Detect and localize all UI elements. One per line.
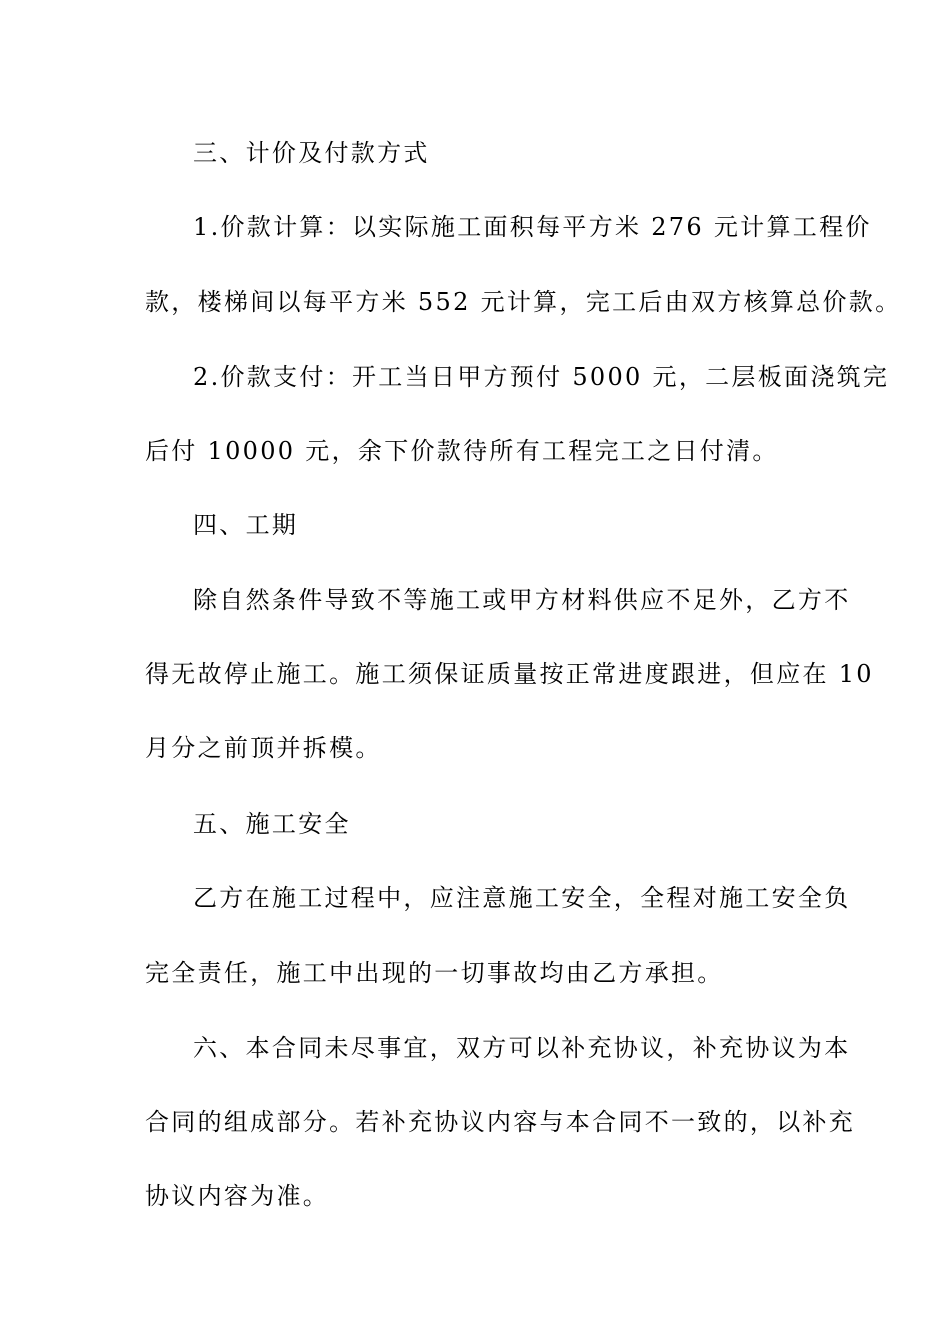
paragraph-line: 完全责任，施工中出现的一切事故均由乙方承担。	[145, 959, 724, 987]
paragraph-line: 得无故停止施工。施工须保证质量按正常进度跟进，但应在 10	[145, 660, 874, 688]
paragraph-line: 六、本合同未尽事宜，双方可以补充协议，补充协议为本	[193, 1034, 851, 1062]
paragraph-line: 乙方在施工过程中，应注意施工安全，全程对施工安全负	[193, 884, 851, 912]
paragraph-line: 协议内容为准。	[145, 1182, 330, 1210]
paragraph-line: 后付 10000 元，余下价款待所有工程完工之日付清。	[145, 437, 779, 465]
paragraph-line: 款，楼梯间以每平方米 552 元计算，完工后由双方核算总价款。	[145, 288, 902, 316]
paragraph-line: 2.价款支付：开工当日甲方预付 5000 元，二层板面浇筑完	[193, 363, 890, 391]
paragraph-line: 1.价款计算：以实际施工面积每平方米 276 元计算工程价	[193, 213, 872, 241]
paragraph-line: 月分之前顶并拆模。	[145, 734, 382, 762]
section-heading-safety: 五、施工安全	[193, 810, 351, 838]
paragraph-line: 除自然条件导致不等施工或甲方材料供应不足外，乙方不	[193, 586, 851, 614]
paragraph-line: 合同的组成部分。若补充协议内容与本合同不一致的，以补充	[145, 1108, 856, 1136]
section-heading-schedule: 四、工期	[193, 511, 299, 539]
section-heading-pricing: 三、计价及付款方式	[193, 139, 430, 167]
